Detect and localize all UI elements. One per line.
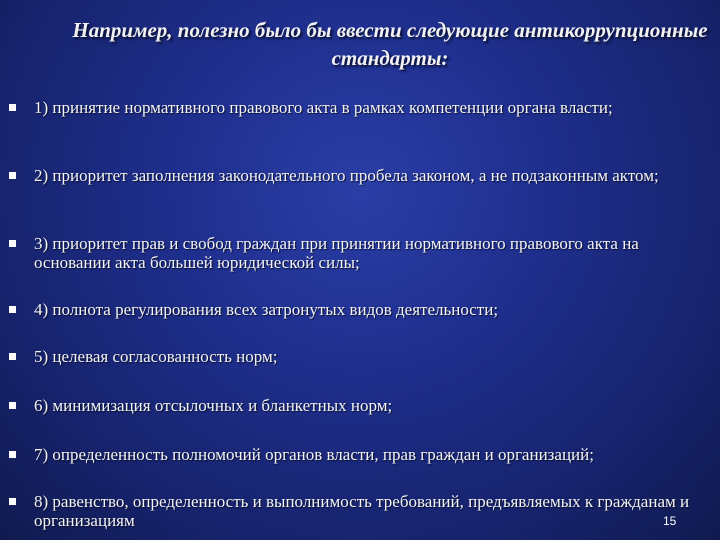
page-number: 15 — [663, 514, 677, 528]
square-bullet-icon — [9, 306, 16, 313]
square-bullet-icon — [9, 240, 16, 247]
list-item-text: 1) принятие нормативного правового акта в рамках компетенции органа власти; — [34, 98, 613, 117]
list-item-text: 2) приоритет заполнения законодательного пробела законом, а не подзаконным актом; — [34, 166, 659, 185]
slide-title-line-1: Например, полезно было бы ввести следующие антикоррупционные — [72, 18, 708, 42]
list-item-text: 5) целевая согласованность норм; — [34, 347, 278, 366]
square-bullet-icon — [9, 172, 16, 179]
square-bullet-icon — [9, 104, 16, 111]
slide-title-line-2: стандарты: — [331, 46, 449, 70]
square-bullet-icon — [9, 402, 16, 409]
square-bullet-icon — [9, 498, 16, 505]
square-bullet-icon — [9, 353, 16, 360]
list-item-text: 7) определенность полномочий органов власти, прав граждан и организаций; — [34, 445, 594, 464]
list-item-text: 3) приоритет прав и свобод граждан при принятии нормативного правового акта на основании акта большей юридической силы; — [34, 234, 639, 272]
list-item-text: 6) минимизация отсылочных и бланкетных норм; — [34, 396, 393, 415]
square-bullet-icon — [9, 451, 16, 458]
list-item-text: 8) равенство, определенность и выполнимость требований, предъявляемых к гражданам и организациям — [34, 492, 690, 530]
list-item-text: 4) полнота регулирования всех затронутых видов деятельности; — [34, 300, 499, 319]
